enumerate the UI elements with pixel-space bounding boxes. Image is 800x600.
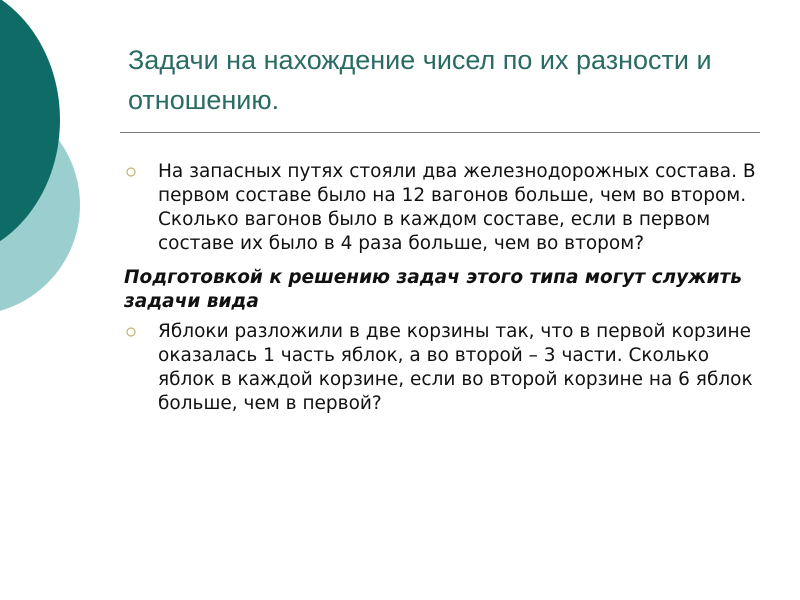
bullet-text: Яблоки разложили в две корзины так, что в первой корзине оказалась 1 часть яблок, а во второй – 3 части. Сколько яблок в каждой корзине, если во второй корзине на 6 яблок больше, чем в первой?: [158, 321, 753, 414]
bullet-item-1: [118, 160, 758, 256]
ring-bullet-icon: [126, 320, 138, 344]
slide-content: [118, 160, 758, 416]
bullet-text: На запасных путях стояли два железнодорожных состава. В первом составе было на 12 вагонов больше, чем во втором. Сколько вагонов было в каждом составе, если в первом составе их было в 4 раза больше, чем во втором?: [158, 161, 756, 254]
slide-title: Задачи на нахождение чисел по их разности и отношению.: [128, 45, 712, 115]
bullet-item-2: [118, 320, 758, 416]
note-text: Подготовкой к решению задач этого типа могут служить задачи вида: [124, 267, 742, 312]
title-divider: [120, 132, 760, 133]
section-note: [118, 266, 758, 314]
ring-bullet-icon: [126, 160, 138, 184]
